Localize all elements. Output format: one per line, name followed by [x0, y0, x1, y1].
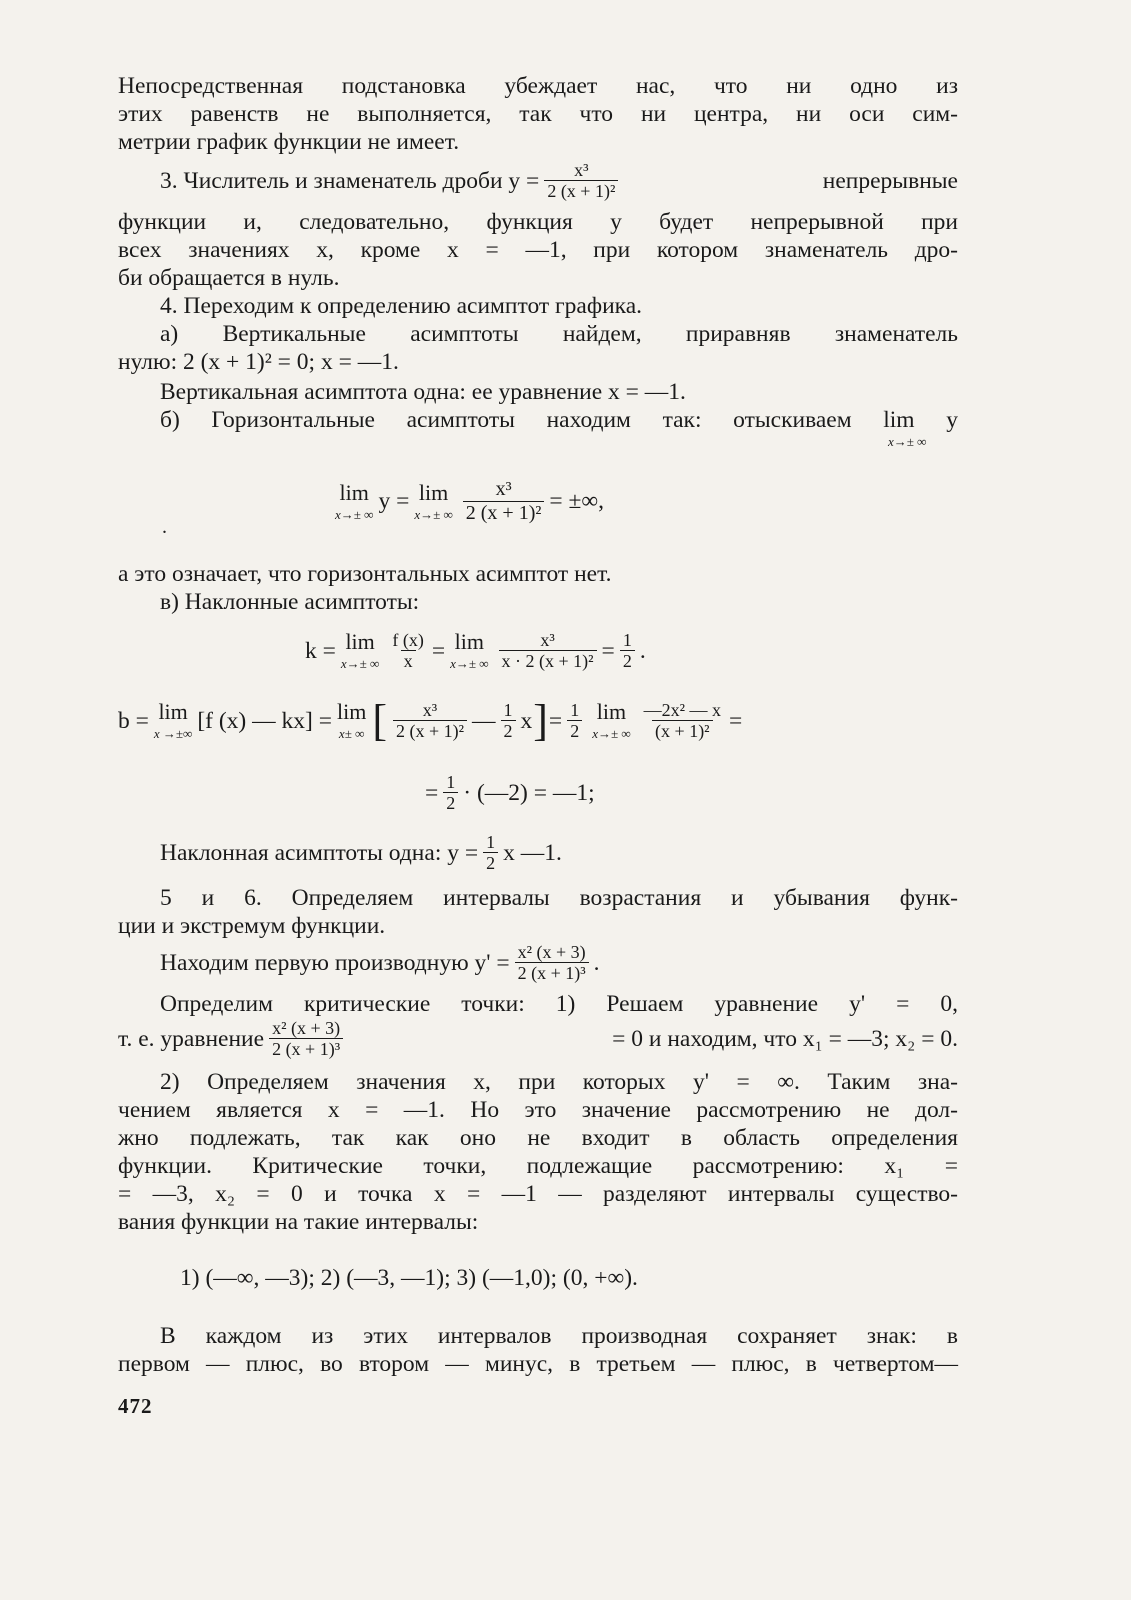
- fraction: [544, 160, 618, 202]
- text-segment: 3. Числитель и знаменатель дроби y =: [160, 167, 540, 194]
- text-line: Определим критические точки: 1) Решаем уравнение y' = 0,: [160, 991, 958, 1017]
- fraction: $\frac{1}{2}$: [483, 832, 498, 874]
- text-line: в) Наклонные асимптоты:: [160, 589, 420, 615]
- numerator: x³: [574, 160, 589, 180]
- limit: lim x± ∞: [336, 699, 367, 741]
- left-bracket: [: [372, 696, 387, 745]
- fraction: $\frac{1}{2}$: [620, 630, 635, 672]
- fraction: $\frac{f (x)}{x}$: [392, 630, 424, 671]
- text-line-with-fraction: [160, 160, 958, 202]
- text-line: би обращается в нуль.: [118, 265, 340, 291]
- text-line: В каждом из этих интервалов производная сохраняет знак: в: [160, 1323, 958, 1349]
- text-line-with-fraction: Наклонная асимптоты одна: y = $\frac{1}{2}$ x —1.: [160, 832, 562, 873]
- fraction: $\frac{1}{2}$: [501, 700, 516, 742]
- text-line-with-fraction: Находим первую производную y' = $\frac{\text{x² (x + 3)}}{\text{2 (x + 1)³}}$ .: [160, 942, 600, 983]
- text-line: 5 и 6. Определяем интервалы возрастания и убывания функ-: [160, 885, 958, 911]
- formula-intercept-b: b = lim x →±∞ [f (x) — kx] = lim x± ∞ [ $\frac{\text{x³}}{\text{2 (x + 1)²}}$ — $\frac{1}{2}$ x ] = $\frac{1}{2}$ lim x→± ∞ $\frac{\text{—2x² — x}}{\text{(x + 1)²}}$ =: [118, 696, 743, 745]
- text-line: 2) Определяем значения x, при которых y' = ∞. Таким зна-: [160, 1069, 958, 1095]
- formula-horizontal-limit: lim x→± ∞ y = lim x→± ∞ $\frac{\text{x³}}{\text{2 (x + 1)²}}$ = ±∞,: [335, 478, 605, 524]
- text-line: первом — плюс, во втором — минус, в третьем — плюс, в четвертом—: [118, 1351, 958, 1377]
- limit: lim x→± ∞: [335, 479, 374, 522]
- text-line: б) Горизонтальные асимптоты находим так: отыскиваем lim y: [160, 407, 958, 433]
- text-line: вания функции на такие интервалы:: [118, 1209, 479, 1235]
- formula-slope-k: k = lim x→± ∞ $\frac{f (x)}{x}$ = lim x→± ∞ $\frac{\text{x³}}{\text{x · 2 (x + 1)²}}$ = $\frac{1}{2}$ .: [305, 629, 646, 671]
- limit: lim x →±∞: [153, 699, 193, 741]
- right-bracket: ]: [533, 696, 548, 745]
- fraction: $\frac{\text{x³}}{\text{2 (x + 1)²}}$: [393, 700, 467, 742]
- text-line: метрии график функции не имеет.: [118, 129, 460, 155]
- limit: lim x→± ∞: [450, 629, 489, 671]
- formula-b-result: = $\frac{1}{2}$ · (—2) = —1;: [425, 772, 595, 813]
- text-line: ции и экстремум функции.: [118, 913, 386, 939]
- limit: lim x→± ∞: [414, 479, 453, 522]
- denominator: 2 (x + 1)²: [544, 180, 618, 202]
- stray-dot: .: [162, 516, 167, 538]
- limit-subscript: x→± ∞: [888, 434, 927, 449]
- fraction: $\frac{1}{2}$: [567, 700, 582, 742]
- text-line: чением является x = —1. Но это значение рассмотрению не дол-: [118, 1097, 958, 1123]
- text-line: жно подлежать, так как оно не входит в область определения: [118, 1125, 958, 1151]
- limit: lim x→± ∞: [340, 629, 380, 671]
- text-segment: непрерывные: [822, 167, 958, 194]
- text-line-with-fraction: т. е. уравнение $\frac{\text{x² (x + 3)}}{\text{2 (x + 1)³}}$ = 0 и находим, что x₁ = —3; x₂ = 0.: [118, 1018, 958, 1059]
- intervals-list: 1) (—∞, —3); 2) (—3, —1); 3) (—1,0); (0, +∞).: [180, 1265, 638, 1291]
- fraction: $\frac{\text{—2x² — x}}{\text{(x + 1)²}}$: [643, 700, 722, 741]
- fraction: $\frac{\text{x³}}{\text{2 (x + 1)²}}$: [463, 478, 545, 525]
- fraction: $\frac{\text{x² (x + 3)}}{\text{2 (x + 1)³}}$: [269, 1018, 343, 1060]
- text-line: а) Вертикальные асимптоты найдем, приравняв знаменатель: [160, 321, 958, 347]
- text-line: а это означает, что горизонтальных асимптот нет.: [118, 561, 612, 587]
- text-line: Непосредственная подстановка убеждает нас, что ни одно из: [118, 73, 958, 99]
- text-line: 4. Переходим к определению асимптот графика.: [160, 293, 643, 319]
- fraction: $\frac{1}{2}$: [443, 772, 458, 814]
- text-line: функции. Критические точки, подлежащие рассмотрению: x₁ =: [118, 1153, 958, 1179]
- fraction: $\frac{\text{x² (x + 3)}}{\text{2 (x + 1)³}}$: [515, 942, 589, 984]
- page-number: 472: [118, 1394, 153, 1418]
- fraction: $\frac{\text{x³}}{\text{x · 2 (x + 1)²}}$: [499, 630, 597, 672]
- text-line: этих равенств не выполняется, так что ни центра, ни оси сим-: [118, 101, 958, 127]
- text-line: нулю: 2 (x + 1)² = 0; x = —1.: [118, 349, 399, 375]
- limit: lim x→± ∞: [592, 699, 631, 741]
- text-line: = —3, x₂ = 0 и точка x = —1 — разделяют интервалы существо-: [118, 1181, 958, 1207]
- text-line: Вертикальная асимптота одна: ее уравнение x = —1.: [160, 379, 686, 405]
- text-line: функции и, следовательно, функция y будет непрерывной при: [118, 209, 958, 235]
- text-line: всех значениях x, кроме x = —1, при котором знаменатель дро-: [118, 237, 958, 263]
